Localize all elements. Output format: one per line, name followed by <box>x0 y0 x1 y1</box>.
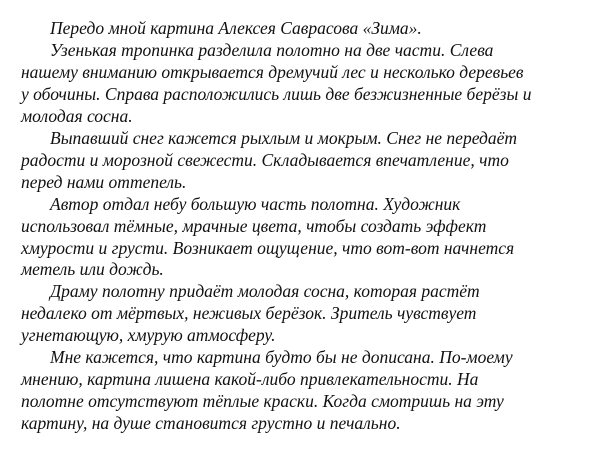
text-line: Выпавший снег кажется рыхлым и мокрым. Снег не передаёт <box>50 127 518 148</box>
text-line: Узенькая тропинка разделила полотно на две части. Слева <box>50 39 494 60</box>
text-line: метель или дождь. <box>21 259 164 280</box>
paragraph <box>21 18 591 40</box>
text-line: недалеко от мёртвых, неживых берёзок. Зритель чувствует <box>21 303 477 324</box>
text-line: Автор отдал небу большую часть полотна. Художник <box>50 193 461 214</box>
text-line: молодая сосна. <box>21 105 133 126</box>
text-line: перед нами оттепель. <box>21 171 187 192</box>
text-line: угнетающую, хмурую атмосферу. <box>21 325 276 346</box>
paragraph <box>21 128 591 194</box>
text-line: Драму полотну придаёт молодая сосна, которая растёт <box>50 281 480 302</box>
text-line: у обочины. Справа расположились лишь две безжизненные берёзы и <box>21 83 532 104</box>
text-line: Передо мной картина Алексея Саврасова «Зима». <box>50 18 422 38</box>
essay-document <box>21 18 591 435</box>
paragraph <box>21 194 591 282</box>
text-line: мнению, картина лишена какой-либо привлекательности. На <box>21 369 479 390</box>
text-line: хмурости и грусти. Возникает ощущение, что вот-вот начнется <box>21 237 515 258</box>
text-line: нашему вниманию открывается дремучий лес и несколько деревьев <box>21 61 524 82</box>
text-line: полотне отсутствуют тёплые краски. Когда смотришь на эту <box>21 391 504 412</box>
paragraph <box>21 281 591 347</box>
text-line: использовал тёмные, мрачные цвета, чтобы создать эффект <box>21 215 487 236</box>
text-line: Мне кажется, что картина будто бы не дописана. По-моему <box>50 347 513 368</box>
paragraph <box>21 40 591 128</box>
text-line: картину, на душе становится грустно и печально. <box>21 413 401 434</box>
text-line: радости и морозной свежести. Складывается впечатление, что <box>21 149 509 170</box>
paragraph <box>21 347 591 435</box>
